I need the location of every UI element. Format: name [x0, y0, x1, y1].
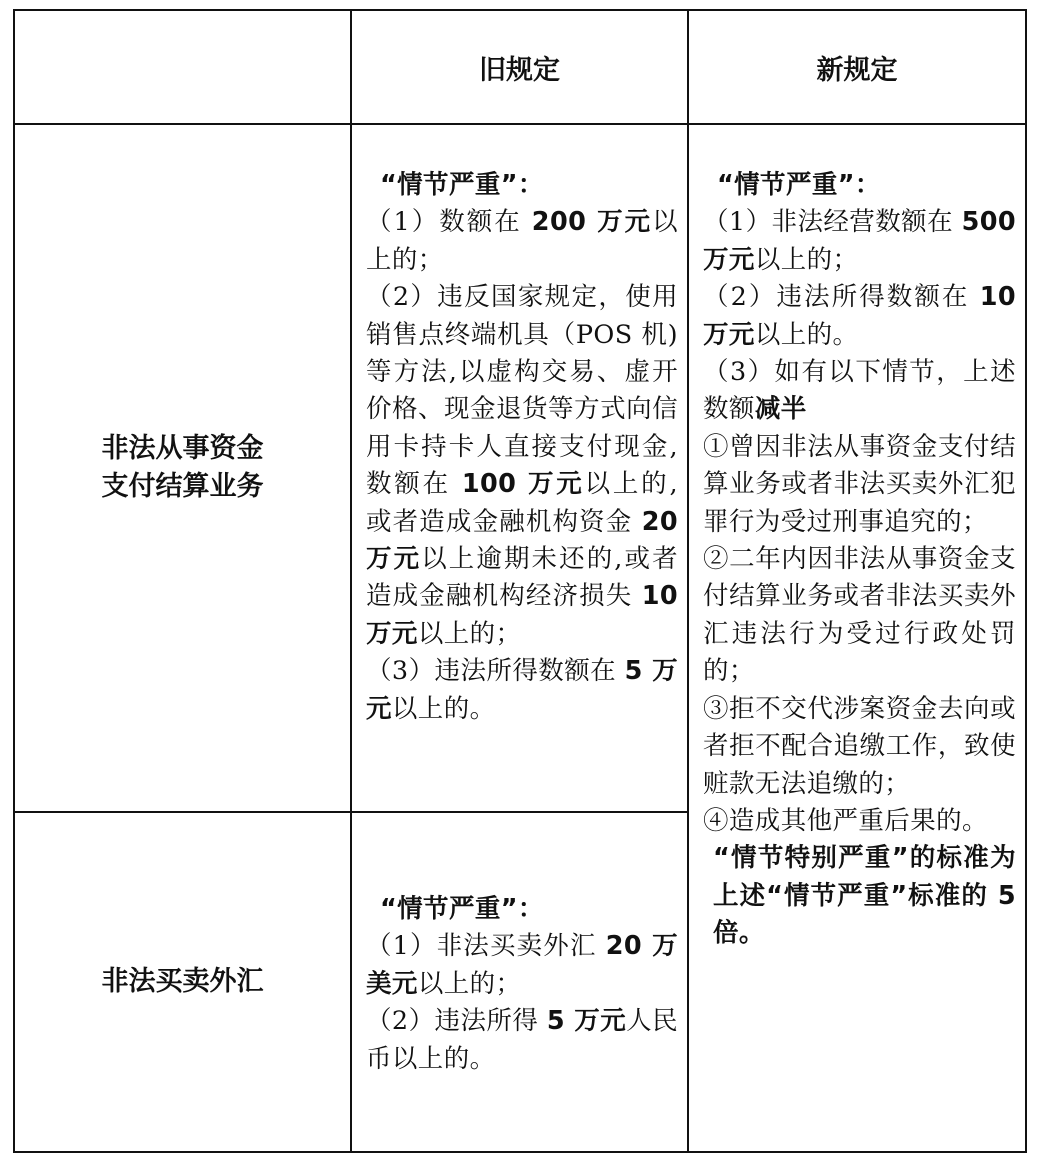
special-standard: “情节特别严重”的标准为上述“情节严重”标准的 5 倍。	[713, 843, 1016, 949]
table-border-bottom	[13, 1151, 1027, 1153]
row-label-line: 非法买卖外汇	[101, 966, 264, 997]
heading: “情节严重”：	[380, 894, 544, 924]
list-item: （1）非法买卖外汇 20 万美元以上的；	[366, 931, 678, 999]
column-divider-1	[350, 9, 352, 1153]
old-forex-cell	[366, 891, 678, 1078]
heading: “情节严重”：	[380, 170, 544, 200]
list-item: （1）非法经营数额在 500 万元以上的；	[703, 207, 1016, 275]
comparison-table	[13, 9, 1027, 1153]
row-label-line: 非法从事资金	[101, 433, 264, 464]
sub-item: ①曾因非法从事资金支付结算业务或者非法买卖外汇犯罪行为受过刑事追究的；	[703, 431, 1016, 537]
list-item: （1）数额在 200 万元以上的；	[366, 207, 678, 275]
list-item: （2）违反国家规定，使用销售点终端机具（POS 机)等方法,以虚构交易、虚开价格、现金退货等方式向信用卡持卡人直接支付现金,数额在 100 万元以上的,或者造成金融机构资金 20 万元以上逾期未还的,或者造成金融机构经济损失 10 万元以上的；	[366, 282, 678, 649]
heading: “情节严重”：	[717, 170, 881, 200]
list-item: （2）违法所得数额在 10 万元以上的。	[703, 282, 1016, 350]
sub-item: ③拒不交代涉案资金去向或者拒不配合追缴工作，致使赃款无法追缴的；	[703, 693, 1016, 799]
table-border-right	[1025, 9, 1027, 1153]
sub-item: ④造成其他严重后果的。	[703, 805, 988, 836]
sub-item: ②二年内因非法从事资金支付结算业务或者非法买卖外汇违法行为受过行政处罚的；	[703, 544, 1016, 687]
list-item: （3）如有以下情节，上述数额减半	[703, 357, 1016, 425]
column-divider-2	[687, 9, 689, 1153]
row-label-payment	[15, 125, 350, 811]
old-payment-cell	[366, 167, 678, 728]
row-label-line: 支付结算业务	[101, 471, 264, 502]
header-old-rule: 旧规定	[479, 54, 560, 86]
new-rule-cell	[703, 167, 1016, 953]
header-new-rule: 新规定	[816, 54, 898, 86]
list-item: （2）违法所得 5 万元人民币以上的。	[366, 1006, 678, 1074]
list-item: （3）违法所得数额在 5 万元以上的。	[366, 656, 678, 724]
row-label-forex	[15, 813, 350, 1151]
